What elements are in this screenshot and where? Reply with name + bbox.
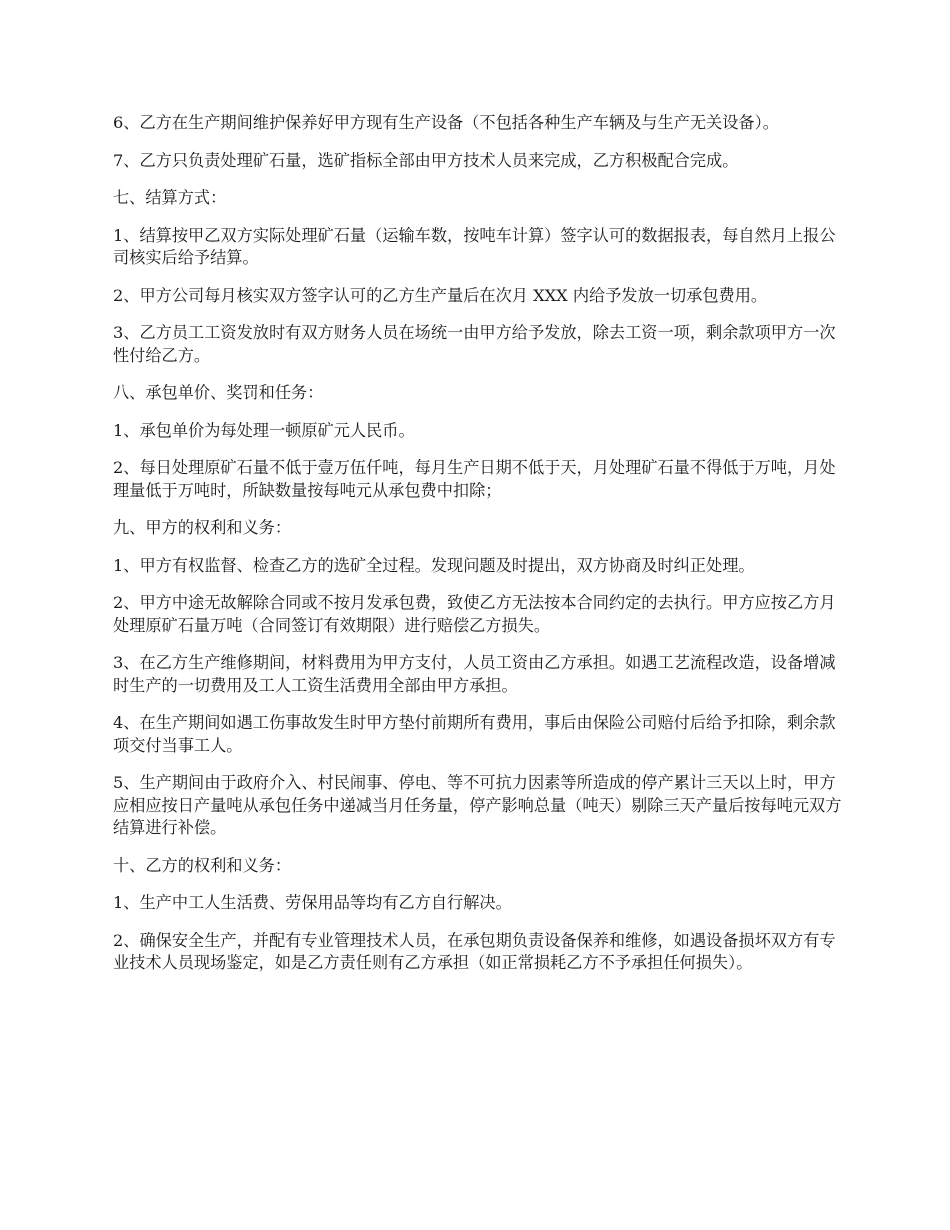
party-a-clause-2: 2、甲方中途无故解除合同或不按月发承包费，致使乙方无法按本合同约定的去执行。甲方应按乙方月处理原矿石量万吨（合同签订有效期限）进行赔偿乙方损失。 bbox=[113, 593, 836, 635]
settlement-clause-1: 1、结算按甲乙双方实际处理矿石量（运输车数，按吨车计算）签字认可的数据报表，每自然月上报公司核实后给予结算。 bbox=[113, 225, 836, 267]
party-b-clause-2: 2、确保安全生产，并配有专业管理技术人员，在承包期负责设备保养和维修，如遇设备损坏双方有专业技术人员现场鉴定，如是乙方责任则有乙方承担（如正常损耗乙方不予承担任何损失）。 bbox=[113, 930, 836, 972]
pricing-clause-2: 2、每日处理原矿石量不低于壹万伍仟吨，每月生产日期不低于天，月处理矿石量不得低于万吨，月处理量低于万吨时，所缺数量按每吨元从承包费中扣除； bbox=[113, 458, 836, 500]
section-7-heading-settlement: 七、结算方式： bbox=[113, 188, 227, 207]
section-9-heading-party-a: 九、甲方的权利和义务： bbox=[113, 518, 292, 537]
party-a-clause-4: 4、在生产期间如遇工伤事故发生时甲方垫付前期所有费用，事后由保险公司赔付后给予扣除，剩余款项交付当事工人。 bbox=[113, 713, 836, 755]
document-page bbox=[113, 112, 843, 990]
settlement-clause-3: 3、乙方员工工资发放时有双方财务人员在场统一由甲方给予发放，除去工资一项，剩余款项甲方一次性付给乙方。 bbox=[113, 323, 836, 365]
settlement-clause-2: 2、甲方公司每月核实双方签字认可的乙方生产量后在次月 XXX 内给予发放一切承包费用。 bbox=[113, 285, 768, 305]
party-a-clause-5: 5、生产期间由于政府介入、村民闹事、停电、等不可抗力因素等所造成的停产累计三天以上时，甲方应相应按日产量吨从承包任务中递减当月任务量，停产影响总量（吨天）剔除三天产量后按每吨元双方结算进行补偿。 bbox=[113, 773, 842, 837]
section-8-heading-pricing: 八、承包单价、奖罚和任务： bbox=[113, 383, 324, 402]
section-10-heading-party-b: 十、乙方的权利和义务： bbox=[113, 855, 292, 875]
party-a-clause-3: 3、在乙方生产维修期间，材料费用为甲方支付，人员工资由乙方承担。如遇工艺流程改造，设备增减时生产的一切费用及工人工资生活费用全部由甲方承担。 bbox=[113, 653, 836, 695]
party-a-clause-1: 1、甲方有权监督、检查乙方的选矿全过程。发现问题及时提出，双方协商及时纠正处理。 bbox=[113, 555, 755, 575]
clause-6-equipment-maintenance: 6、乙方在生产期间维护保养好甲方现有生产设备（不包括各种生产车辆及与生产无关设备）。 bbox=[113, 113, 779, 132]
clause-7-ore-processing: 7、乙方只负责处理矿石量，选矿指标全部由甲方技术人员来完成，乙方积极配合完成。 bbox=[113, 150, 739, 170]
party-b-clause-1: 1、生产中工人生活费、劳保用品等均有乙方自行解决。 bbox=[113, 893, 512, 912]
pricing-clause-1: 1、承包单价为每处理一顿原矿元人民币。 bbox=[113, 420, 415, 440]
